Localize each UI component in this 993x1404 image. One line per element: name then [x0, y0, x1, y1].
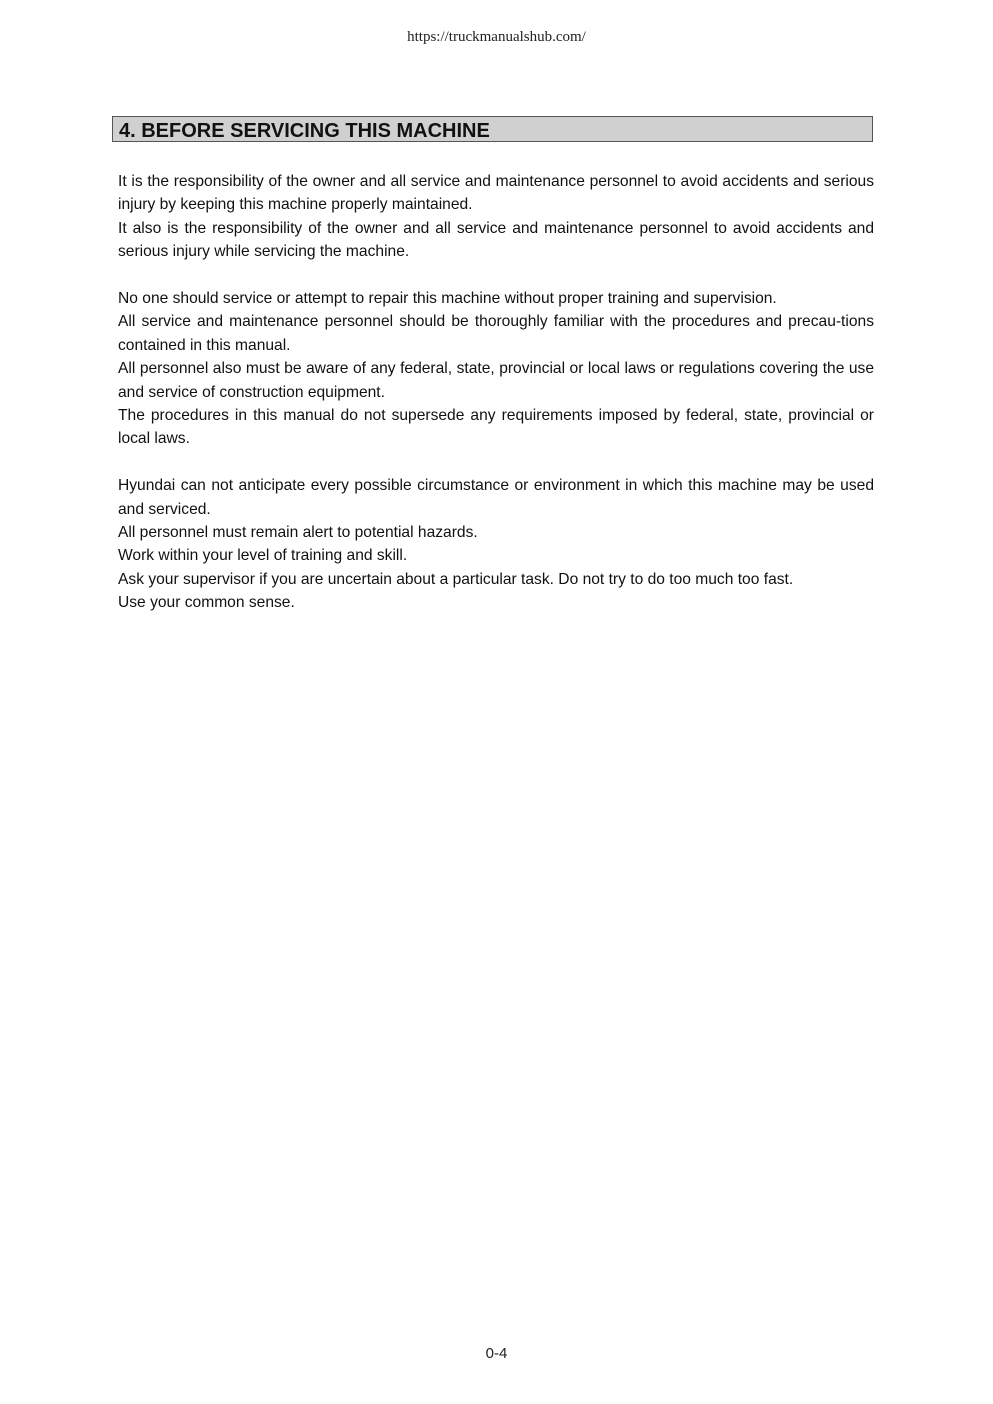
body-text: [118, 170, 874, 638]
paragraph-line: All personnel also must be aware of any federal, state, provincial or local laws or regulations covering the use and service of construction equipment.: [118, 360, 874, 401]
source-url: https://truckmanualshub.com/: [407, 29, 586, 45]
paragraph-line: It is the responsibility of the owner and all service and maintenance personnel to avoid accidents and serious injury by keeping this machine properly maintained.: [118, 173, 874, 214]
section-title: 4. BEFORE SERVICING THIS MACHINE: [119, 120, 490, 142]
paragraph-line: No one should service or attempt to repair this machine without proper training and supervision.: [118, 290, 777, 308]
paragraph-line: Work within your level of training and skill.: [118, 547, 408, 565]
paragraph-hazards: [118, 474, 874, 614]
paragraph-responsibility: [118, 170, 874, 264]
paragraph-line: Use your common sense.: [118, 594, 295, 612]
paragraph-training: [118, 287, 874, 451]
paragraph-line: It also is the responsibility of the owner and all service and maintenance personnel to avoid accidents and serious injury while servicing the machine.: [118, 219, 874, 261]
paragraph-line: Hyundai can not anticipate every possible circumstance or environment in which this machine may be used and serviced.: [118, 477, 874, 518]
paragraph-line: The procedures in this manual do not supersede any requirements imposed by federal, state, provincial or local laws.: [118, 407, 874, 448]
paragraph-line: Ask your supervisor if you are uncertain about a particular task. Do not try to do too much too fast.: [118, 570, 794, 588]
paragraph-line: All service and maintenance personnel should be thoroughly familiar with the procedures and precau-tions contained in this manual.: [118, 313, 874, 354]
paragraph-line: All personnel must remain alert to potential hazards.: [118, 524, 478, 542]
section-header: [112, 116, 873, 142]
page-number: 0-4: [485, 1345, 508, 1362]
